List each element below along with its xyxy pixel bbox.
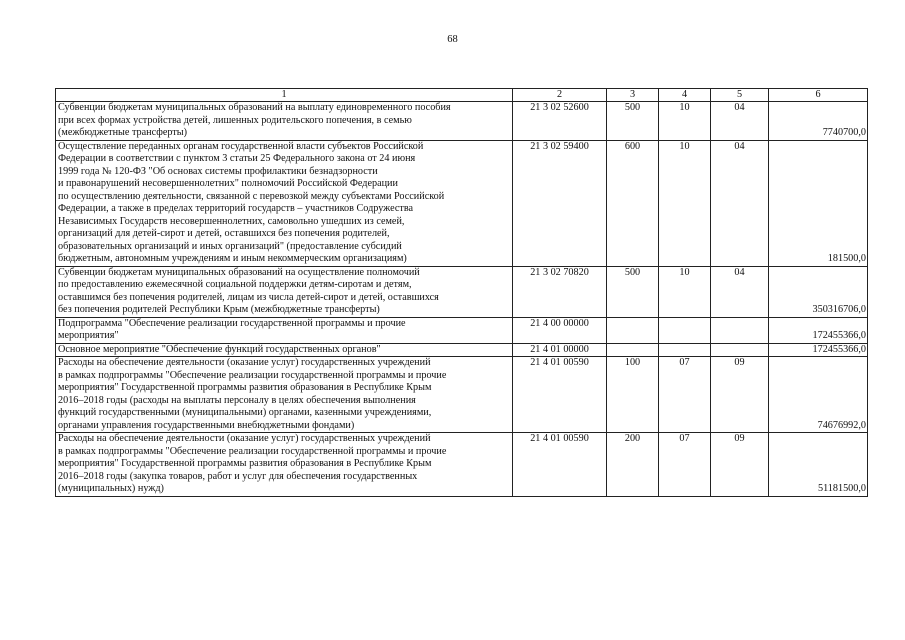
row-col3-cell: 500 — [607, 102, 659, 141]
column-header: 1 — [56, 89, 513, 102]
row-col3-cell: 500 — [607, 266, 659, 317]
row-col4-cell: 10 — [659, 140, 711, 266]
page-number: 68 — [447, 34, 458, 45]
row-code-cell: 21 3 02 52600 — [513, 102, 607, 141]
row-amount-cell: 74676992,0 — [769, 357, 868, 433]
row-col3-cell: 200 — [607, 433, 659, 497]
row-amount-cell: 172455366,0 — [769, 343, 868, 357]
table-row — [56, 266, 868, 317]
row-col5-cell: 09 — [711, 433, 769, 497]
row-code-cell: 21 4 00 00000 — [513, 317, 607, 343]
row-col5-cell: 04 — [711, 266, 769, 317]
row-col5-cell: 04 — [711, 102, 769, 141]
column-header: 2 — [513, 89, 607, 102]
row-code-cell: 21 3 02 59400 — [513, 140, 607, 266]
row-amount-cell: 172455366,0 — [769, 317, 868, 343]
row-name-cell: Расходы на обеспечение деятельности (оказание услуг) государственных учреждений в рамках подпрограммы "Обеспечение реализации государственной программы и прочие мероприятия" Государственной программы развития образования в Республике Крым 2016–2018 годы (закупка товаров, работ и услуг для обеспечения государственных (муниципальных) нужд) — [56, 433, 513, 497]
row-code-cell: 21 4 01 00590 — [513, 357, 607, 433]
column-header: 6 — [769, 89, 868, 102]
row-name-cell: Субвенции бюджетам муниципальных образований на выплату единовременного пособия при всех формах устройства детей, лишенных родительского попечения, в семью (межбюджетные трансферты) — [56, 102, 513, 141]
table-body — [56, 89, 868, 497]
row-code-cell: 21 3 02 70820 — [513, 266, 607, 317]
table-row — [56, 357, 868, 433]
row-col3-cell: 600 — [607, 140, 659, 266]
row-name-cell: Основное мероприятие "Обеспечение функций государственных органов" — [56, 343, 513, 357]
row-col4-cell: 07 — [659, 433, 711, 497]
row-amount-cell: 350316706,0 — [769, 266, 868, 317]
row-code-cell: 21 4 01 00590 — [513, 433, 607, 497]
row-col4-cell: 10 — [659, 102, 711, 141]
row-col4-cell — [659, 317, 711, 343]
row-name-cell: Осуществление переданных органам государственной власти субъектов Российской Федерации в соответствии с пунктом 3 статьи 25 Федерального закона от 24 июня 1999 года № 120-ФЗ "Об основах системы профилактики безнадзорности и правонарушений несовершеннолетних" полномочий Российской Федерации по осуществлению деятельности, связанной с перевозкой между субъектами Российской Федерации, а также в пределах территорий государств – участников Содружества Независимых Государств несовершеннолетних, самовольно ушедших из семей, организаций для детей-сирот и детей, оставшихся без попечения родителей, образовательных организаций и иных организаций" (предоставление субсидий бюджетным, автономным учреждениям и иным некоммерческим организациям) — [56, 140, 513, 266]
column-header: 3 — [607, 89, 659, 102]
table-row — [56, 343, 868, 357]
row-code-cell: 21 4 01 00000 — [513, 343, 607, 357]
row-col5-cell: 09 — [711, 357, 769, 433]
table-header-row — [56, 89, 868, 102]
row-amount-cell: 181500,0 — [769, 140, 868, 266]
column-header: 4 — [659, 89, 711, 102]
row-name-cell: Подпрограмма "Обеспечение реализации государственной программы и прочие мероприятия" — [56, 317, 513, 343]
row-col4-cell: 10 — [659, 266, 711, 317]
column-header: 5 — [711, 89, 769, 102]
table-row — [56, 140, 868, 266]
budget-table — [55, 88, 868, 497]
row-col3-cell — [607, 343, 659, 357]
row-col5-cell — [711, 343, 769, 357]
row-col3-cell: 100 — [607, 357, 659, 433]
row-col5-cell — [711, 317, 769, 343]
table-row — [56, 317, 868, 343]
row-col3-cell — [607, 317, 659, 343]
row-name-cell: Расходы на обеспечение деятельности (оказание услуг) государственных учреждений в рамках подпрограммы "Обеспечение реализации государственной программы и прочие мероприятия" Государственной программы развития образования в Республике Крым 2016–2018 годы (расходы на выплаты персоналу в целях обеспечения выполнения функций государственными (муниципальными) органами, казенными учреждениями, органами управления государственными внебюджетными фондами) — [56, 357, 513, 433]
table-row — [56, 433, 868, 497]
table-row — [56, 102, 868, 141]
row-name-cell: Субвенции бюджетам муниципальных образований на осуществление полномочий по предоставлению ежемесячной социальной поддержки детям-сиротам и детям, оставшимся без попечения родителей, лицам из числа детей-сирот и детей, оставшихся без попечения родителей Республики Крым (межбюджетные трансферты) — [56, 266, 513, 317]
row-amount-cell: 51181500,0 — [769, 433, 868, 497]
row-col4-cell: 07 — [659, 357, 711, 433]
row-col5-cell: 04 — [711, 140, 769, 266]
row-amount-cell: 7740700,0 — [769, 102, 868, 141]
row-col4-cell — [659, 343, 711, 357]
